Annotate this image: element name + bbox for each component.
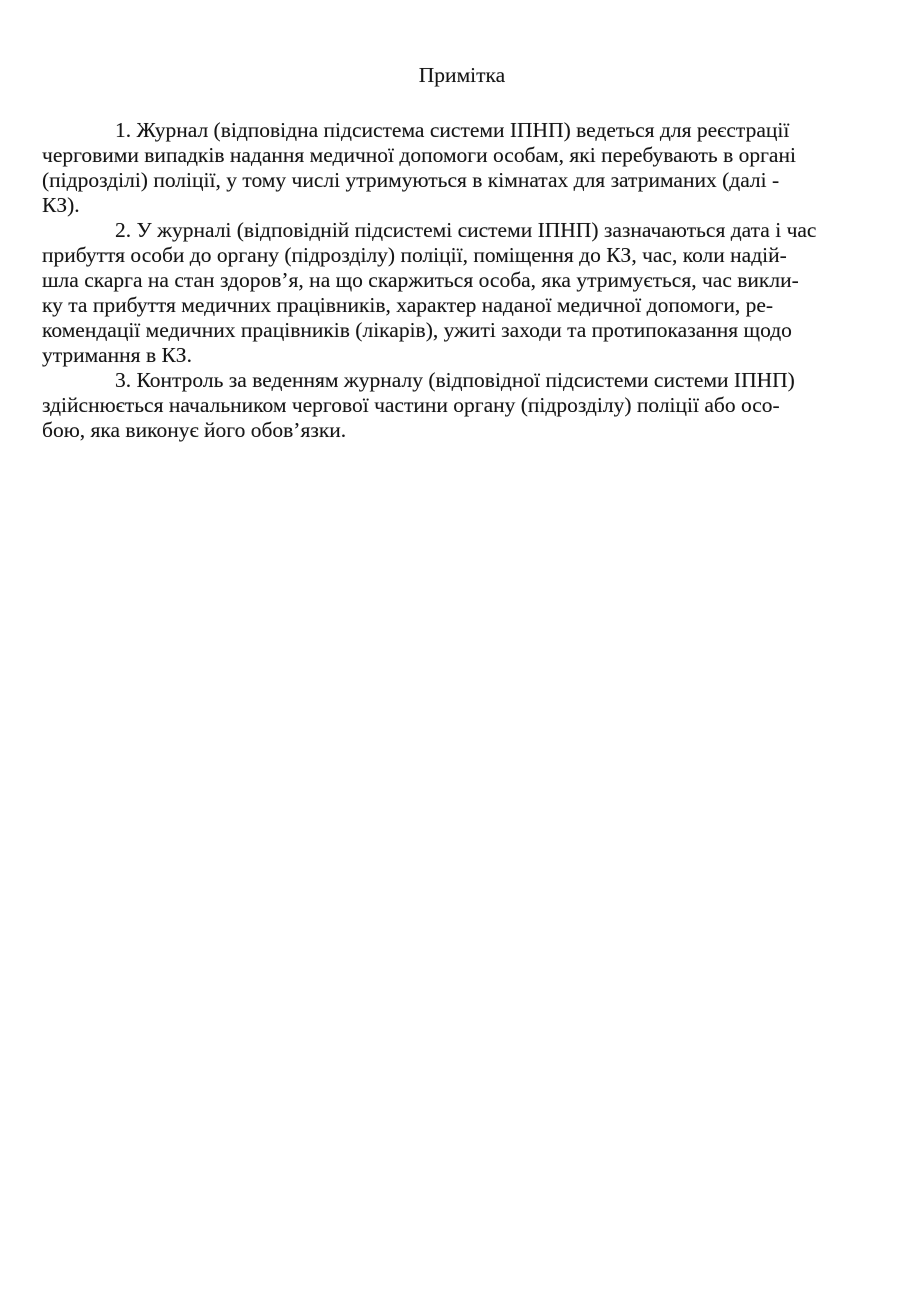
paragraph-1-line-1: 1. Журнал (відповідна підсистема системи ІПНП) ведеться для реєстрації [115, 118, 790, 142]
paragraph-3-line-2: здійснюється начальником чергової частини органу (підрозділу) поліції або осо- [42, 393, 780, 417]
paragraph-2-line-6: утримання в КЗ. [42, 343, 192, 367]
paragraph-1-line-2: черговими випадків надання медичної допомоги особам, які перебувають в органі [42, 143, 796, 167]
paragraph-2-line-3: шла скарга на стан здоров’я, на що скаржиться особа, яка утримується, час викли- [42, 268, 799, 292]
paragraph-2-line-2: прибуття особи до органу (підрозділу) поліції, поміщення до КЗ, час, коли надій- [42, 243, 787, 267]
paragraph-1-line-4: КЗ). [42, 193, 80, 217]
paragraph-2-line-1: 2. У журналі (відповідній підсистемі системи ІПНП) зазначаються дата і час [115, 218, 817, 242]
paragraph-3 [42, 368, 882, 443]
paragraph-3-line-3: бою, яка виконує його обов’язки. [42, 418, 347, 442]
document-content [42, 63, 882, 443]
paragraph-3-line-1: 3. Контроль за веденням журналу (відповідної підсистеми системи ІПНП) [115, 368, 795, 392]
paragraph-1-line-3: (підрозділі) поліції, у тому числі утримуються в кімнатах для затриманих (далі - [42, 168, 780, 192]
paragraph-2-line-4: ку та прибуття медичних працівників, характер наданої медичної допомоги, ре- [42, 293, 774, 317]
paragraph-1 [42, 118, 882, 218]
paragraph-2-line-5: комендації медичних працівників (лікарів), ужиті заходи та протипоказання щодо [42, 318, 792, 342]
paragraph-2 [42, 218, 882, 368]
page-title: Примітка [418, 63, 506, 87]
